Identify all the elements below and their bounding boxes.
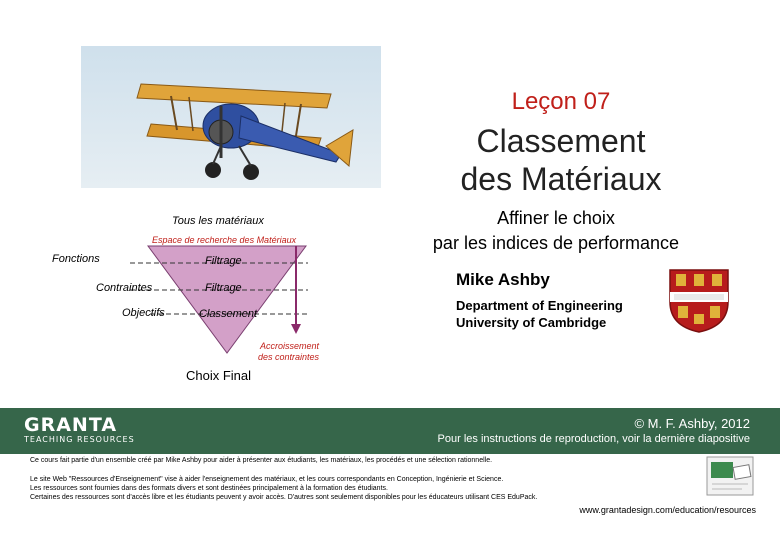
label-search-space: Espace de recherche des Matériaux — [152, 235, 297, 245]
resources-url[interactable]: www.grantadesign.com/education/resources — [579, 505, 756, 515]
granta-logo-subtitle: TEACHING RESOURCES — [24, 435, 135, 444]
label-contraintes: Contraintes — [96, 282, 153, 294]
fine-print-line-3: Les ressources sont fournies dans des formats divers et sont destinées principalement à la formation des étudiants. — [30, 485, 388, 492]
dept-line-2: University of Cambridge — [456, 315, 607, 330]
reproduction-note: Pour les instructions de reproduction, voir la dernière diapositive — [437, 433, 750, 445]
fine-print-line-4: Certaines des ressources sont d'accès libre et les étudiants peuvent y avoir accès. D'autres sont seulement disponibles pour les éducateurs utilisant CES EduPack. — [30, 494, 538, 501]
fine-print-line-1: Ce cours fait partie d'un ensemble créé par Mike Ashby pour aider à présenter aux étudiants, les matériaux, les procédés et une sélection rationnelle. — [30, 457, 493, 464]
fine-print-line-2: Le site Web "Ressources d'Enseignement" vise à aider l'enseignement des matériaux, et les cours correspondants en Conception, Ingénierie et Science. — [30, 476, 504, 483]
author-name: Mike Ashby — [456, 270, 550, 289]
copyright-text: © M. F. Ashby, 2012 — [634, 416, 750, 431]
subtitle — [390, 206, 722, 256]
subtitle-line-2: par les indices de performance — [432, 233, 680, 253]
biplane-photo — [81, 46, 381, 188]
lesson-label: Leçon 07 — [511, 88, 611, 115]
label-filtrage-1: Filtrage — [205, 255, 242, 267]
cambridge-crest-icon — [668, 268, 730, 334]
resources-icon — [706, 456, 754, 496]
selection-funnel-diagram — [0, 200, 400, 390]
granta-logo: GRANTA — [24, 414, 118, 436]
arrow-head-icon — [291, 324, 301, 334]
label-objectifs: Objectifs — [122, 307, 165, 319]
label-all-materials: Tous les matériaux — [172, 215, 264, 227]
label-des-contraintes: des contraintes — [258, 352, 320, 362]
label-fonctions: Fonctions — [52, 253, 100, 265]
page-title — [400, 122, 722, 198]
subtitle-line-1: Affiner le choix — [497, 208, 615, 228]
label-choix-final: Choix Final — [186, 368, 252, 383]
title-line-2: des Matériaux — [460, 161, 662, 197]
title-line-1: Classement — [476, 123, 646, 159]
affiliation — [456, 297, 623, 331]
label-filtrage-2: Filtrage — [205, 282, 242, 294]
label-classement: Classement — [199, 308, 258, 320]
dept-line-1: Department of Engineering — [456, 298, 623, 313]
label-accroissement: Accroissement — [260, 341, 320, 351]
